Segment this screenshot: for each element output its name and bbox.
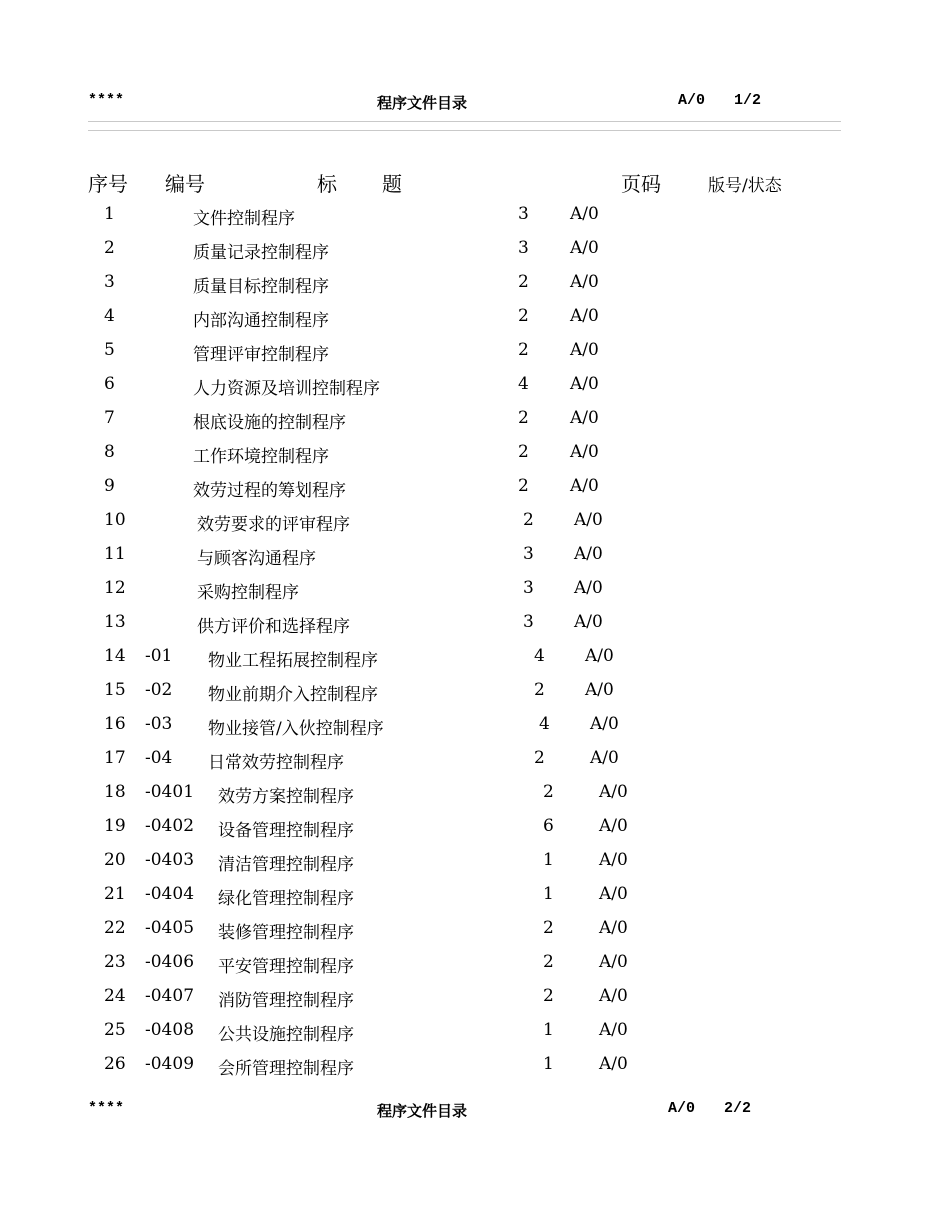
row-version: A/0 xyxy=(570,476,599,496)
row-version: A/0 xyxy=(570,272,599,292)
table-row xyxy=(0,238,950,272)
table-row xyxy=(0,340,950,374)
row-page: 1 xyxy=(543,1054,554,1074)
table-row xyxy=(0,748,950,782)
row-title: 质量目标控制程序 xyxy=(193,277,329,297)
col-page-heading: 页码 xyxy=(621,172,661,196)
row-code: -03 xyxy=(145,714,173,734)
row-title: 清洁管理控制程序 xyxy=(218,855,354,875)
row-version: A/0 xyxy=(599,986,628,1006)
row-version: A/0 xyxy=(590,748,619,768)
row-code: -0406 xyxy=(145,952,195,972)
row-title: 平安管理控制程序 xyxy=(218,957,354,977)
row-seq: 19 xyxy=(104,816,126,836)
header-rule-upper xyxy=(88,121,841,122)
table-row xyxy=(0,374,950,408)
col-seq-heading: 序号 xyxy=(88,172,128,196)
row-version: A/0 xyxy=(574,544,603,564)
row-version: A/0 xyxy=(599,782,628,802)
row-code: -0401 xyxy=(145,782,195,802)
row-version: A/0 xyxy=(574,578,603,598)
row-code: -0409 xyxy=(145,1054,195,1074)
row-page: 2 xyxy=(534,680,545,700)
row-seq: 21 xyxy=(104,884,126,904)
row-code: -02 xyxy=(145,680,173,700)
row-title: 物业接管/入伙控制程序 xyxy=(208,719,384,739)
row-code: -0408 xyxy=(145,1020,195,1040)
row-version: A/0 xyxy=(599,1054,628,1074)
row-code: -0407 xyxy=(145,986,195,1006)
row-seq: 2 xyxy=(104,238,115,258)
row-seq: 12 xyxy=(104,578,126,598)
table-row xyxy=(0,884,950,918)
row-page: 2 xyxy=(534,748,545,768)
row-code: -0404 xyxy=(145,884,195,904)
row-title: 消防管理控制程序 xyxy=(218,991,354,1011)
row-title: 工作环境控制程序 xyxy=(193,447,329,467)
header-page-number: 1/2 xyxy=(734,92,762,109)
row-title: 绿化管理控制程序 xyxy=(218,889,354,909)
row-version: A/0 xyxy=(570,306,599,326)
header-rule-lower xyxy=(88,130,841,131)
row-page: 1 xyxy=(543,884,554,904)
table-row xyxy=(0,1054,950,1088)
row-page: 3 xyxy=(523,578,534,598)
table-row xyxy=(0,544,950,578)
row-version: A/0 xyxy=(570,374,599,394)
row-version: A/0 xyxy=(590,714,619,734)
table-row xyxy=(0,578,950,612)
row-version: A/0 xyxy=(570,204,599,224)
row-title: 采购控制程序 xyxy=(197,583,299,603)
row-title: 装修管理控制程序 xyxy=(218,923,354,943)
table-row xyxy=(0,816,950,850)
row-page: 4 xyxy=(539,714,550,734)
row-seq: 10 xyxy=(104,510,126,530)
row-seq: 9 xyxy=(104,476,115,496)
table-row xyxy=(0,850,950,884)
row-page: 1 xyxy=(543,1020,554,1040)
table-row xyxy=(0,510,950,544)
row-title: 公共设施控制程序 xyxy=(218,1025,354,1045)
row-seq: 4 xyxy=(104,306,115,326)
row-version: A/0 xyxy=(574,510,603,530)
col-version-heading: 版号/状态 xyxy=(708,176,782,196)
row-version: A/0 xyxy=(599,918,628,938)
header-page-number: 2/2 xyxy=(724,1100,752,1117)
row-code: -01 xyxy=(145,646,173,666)
row-version: A/0 xyxy=(570,442,599,462)
header-title: 程序文件目录 xyxy=(377,1102,468,1120)
table-row xyxy=(0,306,950,340)
row-title: 效劳过程的筹划程序 xyxy=(193,481,346,501)
row-seq: 14 xyxy=(104,646,126,666)
page-header-top xyxy=(88,92,841,114)
row-title: 人力资源及培训控制程序 xyxy=(193,379,380,399)
row-title: 质量记录控制程序 xyxy=(193,243,329,263)
row-seq: 7 xyxy=(104,408,115,428)
row-title: 设备管理控制程序 xyxy=(218,821,354,841)
row-page: 4 xyxy=(518,374,529,394)
table-row xyxy=(0,204,950,238)
row-seq: 1 xyxy=(104,204,115,224)
row-version: A/0 xyxy=(599,850,628,870)
header-version: A/0 xyxy=(678,92,706,109)
row-version: A/0 xyxy=(599,952,628,972)
column-headings xyxy=(0,168,950,194)
row-page: 2 xyxy=(543,952,554,972)
row-version: A/0 xyxy=(574,612,603,632)
row-seq: 11 xyxy=(104,544,126,564)
row-seq: 25 xyxy=(104,1020,126,1040)
table-row xyxy=(0,646,950,680)
col-title-heading-a: 标 xyxy=(317,172,337,196)
row-version: A/0 xyxy=(599,884,628,904)
header-title: 程序文件目录 xyxy=(377,94,468,112)
page-header-bottom xyxy=(88,1100,841,1122)
table-row xyxy=(0,1020,950,1054)
table-row xyxy=(0,952,950,986)
row-title: 会所管理控制程序 xyxy=(218,1059,354,1079)
table-row xyxy=(0,612,950,646)
table-row xyxy=(0,918,950,952)
row-page: 6 xyxy=(543,816,554,836)
col-title-heading-b: 题 xyxy=(382,172,402,196)
table-row xyxy=(0,986,950,1020)
row-title: 文件控制程序 xyxy=(193,209,295,229)
row-page: 4 xyxy=(534,646,545,666)
row-code: -0403 xyxy=(145,850,195,870)
row-page: 3 xyxy=(523,544,534,564)
row-page: 2 xyxy=(518,272,529,292)
table-row xyxy=(0,442,950,476)
row-seq: 16 xyxy=(104,714,126,734)
row-page: 1 xyxy=(543,850,554,870)
row-title: 根底设施的控制程序 xyxy=(193,413,346,433)
row-seq: 22 xyxy=(104,918,126,938)
row-title: 管理评审控制程序 xyxy=(193,345,329,365)
row-seq: 17 xyxy=(104,748,126,768)
row-title: 物业工程拓展控制程序 xyxy=(208,651,378,671)
row-version: A/0 xyxy=(570,238,599,258)
row-page: 2 xyxy=(523,510,534,530)
table-row xyxy=(0,782,950,816)
table-row xyxy=(0,476,950,510)
row-seq: 13 xyxy=(104,612,126,632)
row-version: A/0 xyxy=(570,340,599,360)
row-page: 3 xyxy=(518,204,529,224)
row-page: 2 xyxy=(518,408,529,428)
row-seq: 23 xyxy=(104,952,126,972)
row-seq: 3 xyxy=(104,272,115,292)
row-seq: 8 xyxy=(104,442,115,462)
row-version: A/0 xyxy=(570,408,599,428)
row-code: -04 xyxy=(145,748,173,768)
row-page: 3 xyxy=(523,612,534,632)
table-row xyxy=(0,272,950,306)
row-page: 2 xyxy=(518,476,529,496)
row-seq: 5 xyxy=(104,340,115,360)
org-mark: **** xyxy=(88,92,125,109)
row-page: 2 xyxy=(518,442,529,462)
row-code: -0402 xyxy=(145,816,195,836)
row-seq: 26 xyxy=(104,1054,126,1074)
row-page: 2 xyxy=(518,306,529,326)
row-title: 供方评价和选择程序 xyxy=(197,617,350,637)
org-mark: **** xyxy=(88,1100,125,1117)
row-title: 效劳要求的评审程序 xyxy=(197,515,350,535)
row-title: 日常效劳控制程序 xyxy=(208,753,344,773)
row-version: A/0 xyxy=(585,680,614,700)
row-title: 内部沟通控制程序 xyxy=(193,311,329,331)
row-page: 2 xyxy=(518,340,529,360)
row-seq: 15 xyxy=(104,680,126,700)
row-page: 3 xyxy=(518,238,529,258)
row-version: A/0 xyxy=(585,646,614,666)
row-page: 2 xyxy=(543,986,554,1006)
row-seq: 18 xyxy=(104,782,126,802)
row-code: -0405 xyxy=(145,918,195,938)
row-title: 效劳方案控制程序 xyxy=(218,787,354,807)
col-code-heading: 编号 xyxy=(165,172,205,196)
row-version: A/0 xyxy=(599,1020,628,1040)
row-seq: 20 xyxy=(104,850,126,870)
row-title: 与顾客沟通程序 xyxy=(197,549,316,569)
row-title: 物业前期介入控制程序 xyxy=(208,685,378,705)
table-row xyxy=(0,408,950,442)
row-seq: 6 xyxy=(104,374,115,394)
row-seq: 24 xyxy=(104,986,126,1006)
table-row xyxy=(0,680,950,714)
row-version: A/0 xyxy=(599,816,628,836)
row-page: 2 xyxy=(543,782,554,802)
row-page: 2 xyxy=(543,918,554,938)
table-row xyxy=(0,714,950,748)
header-version: A/0 xyxy=(668,1100,696,1117)
